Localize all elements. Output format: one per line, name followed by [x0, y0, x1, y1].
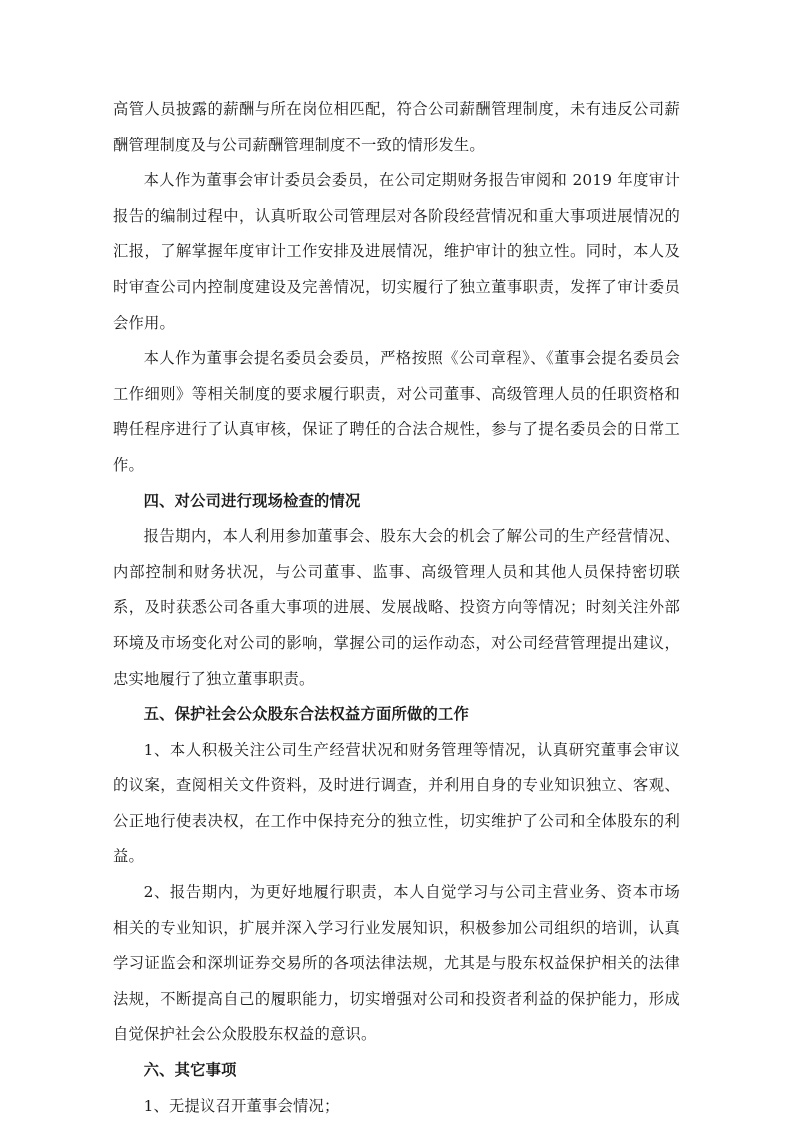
section-heading-four: 四、对公司进行现场检查的情况: [143, 491, 361, 510]
document-body: [113, 92, 680, 1122]
section-heading-five: 五、保护社会公众股东合法权益方面所做的工作: [143, 705, 470, 724]
paragraph: 1、本人积极关注公司生产经营状况和财务管理等情况，认真研究董事会审议的议案，查阅相关文件资料，及时进行调查，并利用自身的专业知识独立、客观、公正地行使表决权，在工作中保持充分的独立性，切实维护了公司和全体股东的利益。: [113, 740, 680, 866]
paragraph: 2、报告期内，为更好地履行职责，本人自觉学习与公司主营业务、资本市场相关的专业知识，扩展并深入学习行业发展知识，积极参加公司组织的培训，认真学习证监会和深圳证券交易所的各项法律法规，尤其是与股东权益保护相关的法律法规，不断提高自己的履职能力，切实增强对公司和投资者利益的保护能力，形成自觉保护社会公众股股东权益的意识。: [113, 883, 680, 1044]
paragraph: 报告期内，本人利用参加董事会、股东大会的机会了解公司的生产经营情况、内部控制和财务状况，与公司董事、监事、高级管理人员和其他人员保持密切联系，及时获悉公司各重大事项的进展、发展战略、投资方向等情况；时刻关注外部环境及市场变化对公司的影响，掌握公司的运作动态，对公司经营管理提出建议，忠实地履行了独立董事职责。: [113, 527, 680, 688]
paragraph: 本人作为董事会审计委员会委员，在公司定期财务报告审阅和 2019 年度审计报告的编制过程中，认真听取公司管理层对各阶段经营情况和重大事项进展情况的汇报，了解掌握年度审计工作安排及进展情况，维护审计的独立性。同时，本人及时审查公司内控制度建设及完善情况，切实履行了独立董事职责，发挥了审计委员会作用。: [113, 171, 680, 332]
section-heading-six: 六、其它事项: [143, 1061, 237, 1080]
paragraph: 1、无提议召开董事会情况；: [143, 1096, 340, 1115]
paragraph: 高管人员披露的薪酬与所在岗位相匹配，符合公司薪酬管理制度，未有违反公司薪酬管理制度及与公司薪酬管理制度不一致的情形发生。: [113, 100, 680, 154]
paragraph: 本人作为董事会提名委员会委员，严格按照《公司章程》、《董事会提名委员会工作细则》等相关制度的要求履行职责，对公司董事、高级管理人员的任职资格和聘任程序进行了认真审核，保证了聘任的合法合规性，参与了提名委员会的日常工作。: [113, 349, 680, 474]
